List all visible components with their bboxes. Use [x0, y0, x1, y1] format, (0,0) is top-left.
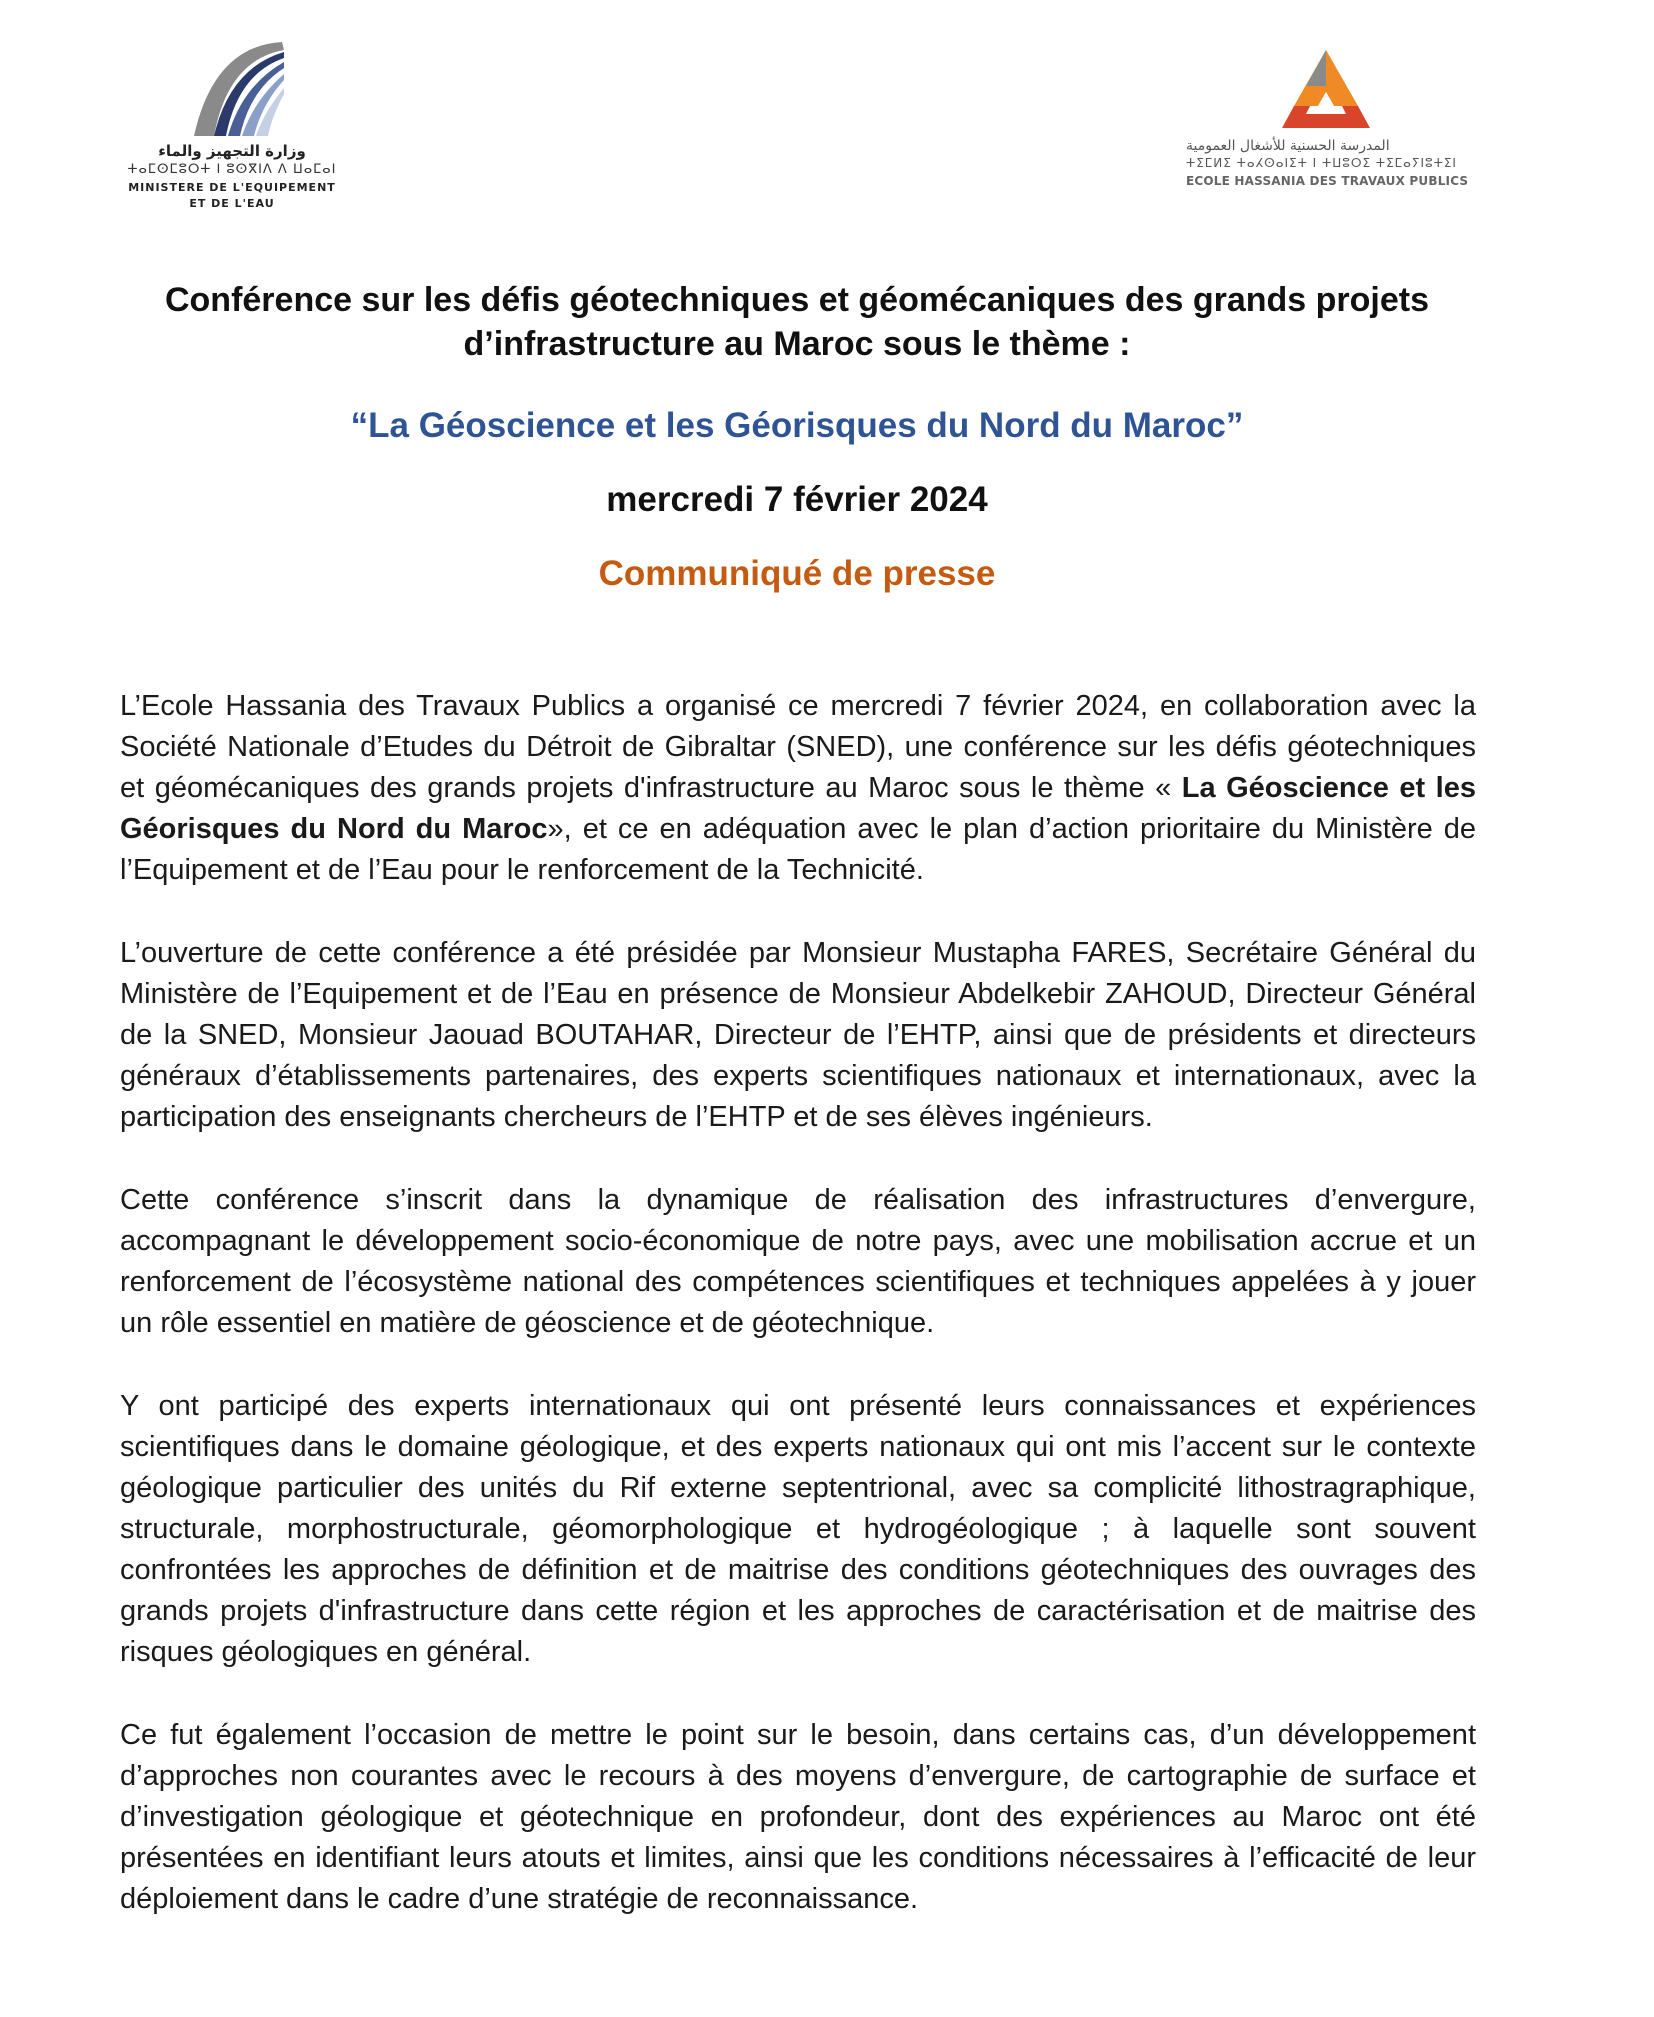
paragraph-2: L’ouverture de cette conférence a été présidée par Monsieur Mustapha FARES, Secrétaire Général du Ministère de l’Equipement et de l’Eau en présence de Monsieur Abdelkebir ZAHOUD, Directeur Général de la SNED, Monsieur Jaouad BOUTAHAR, Directeur de l’EHTP, ainsi que de présidents et directeurs généraux d’établissements partenaires, des experts scientifiques nationaux et internationaux, avec la participation des enseignants chercheurs de l’EHTP et de ses élèves ingénieurs. — [120, 937, 1476, 1133]
ehtp-name-fr: ECOLE HASSANIA DES TRAVAUX PUBLICS — [1186, 174, 1469, 188]
ministry-name-arabic: وزارة التجهيز والماء — [158, 142, 306, 160]
paragraph-1-intro: L’Ecole Hassania des Travaux Publics a organisé ce mercredi 7 février 2024, en collaboration avec la Société Nationale d’Etudes du Détroit de Gibraltar (SNED), une conférence sur les défis géotechniques et géomécaniques des grands projets d'infrastructure au Maroc sous le thème « — [120, 690, 1476, 804]
ministry-arch-icon — [184, 38, 294, 138]
paragraph-3: Cette conférence s’inscrit dans la dynamique de réalisation des infrastructures d’envergure, accompagnant le développement socio-économique de notre pays, avec une mobilisation accrue et un renforcement de l’écosystème national des compétences scientifiques et techniques appelées à y jouer un rôle essentiel en matière de géoscience et de géotechnique. — [120, 1184, 1476, 1339]
conference-title-line1: Conférence sur les défis géotechniques et géomécaniques des grands projets — [164, 281, 1430, 319]
paragraph-1-theme-bold: La Géoscience et les Géorisques du Nord du Maroc — [120, 772, 1476, 845]
ministry-name-fr-2: ET DE L'EAU — [189, 197, 275, 210]
ehtp-name-arabic: المدرسة الحسنية للأشغال العمومية — [1186, 138, 1390, 154]
ministry-name-tifinagh: ⵜⴰⵎⵙⵎⵓⵔⵜ ⵏ ⵓⵙⴳⵏⴷ ⴷ ⵡⴰⵎⴰⵏ — [127, 162, 337, 177]
paragraph-1 — [120, 686, 1476, 891]
conference-title-line2: d’infrastructure au Maroc sous le thème : — [463, 325, 1131, 363]
ehtp-logo — [1186, 48, 1486, 188]
press-release-label: Communiqué de presse — [598, 554, 996, 593]
paragraph-1-end: », et ce en adéquation avec le plan d’action prioritaire du Ministère de l’Equipement et de l’Eau pour le renforcement de la Technicité. — [120, 813, 1477, 886]
conference-date: mercredi 7 février 2024 — [606, 480, 988, 519]
ehtp-triangle-icon — [1276, 48, 1376, 130]
title-block — [120, 278, 1474, 596]
paragraph-5: Ce fut également l’occasion de mettre le point sur le besoin, dans certains cas, d’un développement d’approches non courantes avec le recours à des moyens d’envergure, de cartographie de surface et d’investigation géologique et géotechnique en profondeur, dont des expériences au Maroc ont été présentées en identifiant leurs atouts et limites, ainsi que les conditions nécessaires à l’efficacité de leur déploiement dans le cadre d’une stratégie de reconnaissance. — [120, 1719, 1476, 1915]
body-text — [120, 686, 1476, 1962]
conference-theme: “La Géoscience et les Géorisques du Nord du Maroc” — [350, 406, 1244, 445]
paragraph-4: Y ont participé des experts internationaux qui ont présenté leurs connaissances et expériences scientifiques dans le domaine géologique, et des experts nationaux qui ont mis l’accent sur le contexte géologique particulier des unités du Rif externe septentrional, avec sa complicité lithostragraphique, structurale, morphostructurale, géomorphologique et hydrogéologique ; à laquelle sont souvent confrontées les approches de définition et de maitrise des conditions géotechniques des ouvrages des grands projets d'infrastructure dans cette région et les approches de caractérisation et de maitrise des risques géologiques en général. — [120, 1390, 1476, 1668]
ehtp-name-tifinagh: ⵜⵉⵎⵍⵉ ⵜⴰⵃⵙⴰⵏⵉⵜ ⵏ ⵜⵡⵓⵔⵉ ⵜⵉⵎⴰⵢⵏⵓⵜⵉⵏ — [1186, 156, 1457, 170]
ministry-name-fr-1: MINISTERE DE L'EQUIPEMENT — [128, 181, 336, 194]
ministry-logo — [112, 38, 352, 213]
